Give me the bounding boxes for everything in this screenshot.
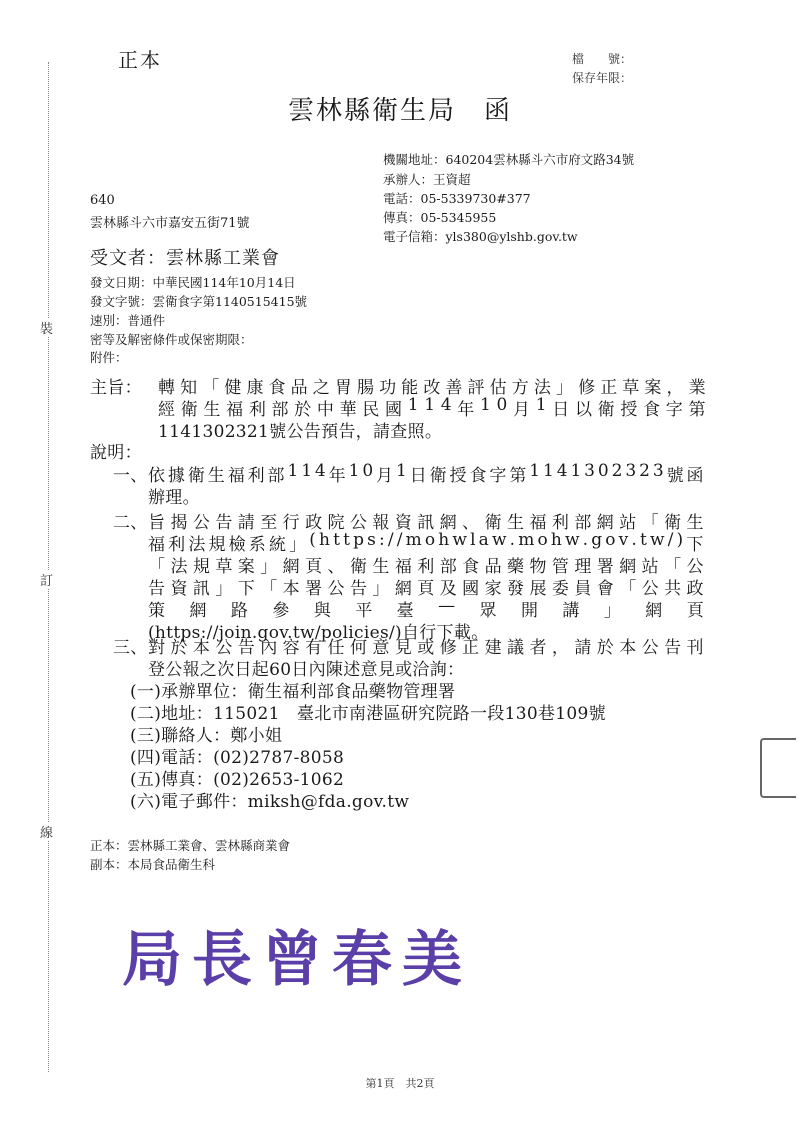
agency-address: 機關地址：640204雲林縣斗六市府文路34號 xyxy=(383,152,635,167)
contact-phone: (四)電話：(02)2787-8058 xyxy=(130,748,345,768)
agency-email: 電子信箱：yls380@ylshb.gov.tw xyxy=(383,229,578,244)
item-line: 登公報之次日起60日內陳述意見或洽詢： xyxy=(148,660,465,680)
contact-unit: (一)承辦單位：衛生福利部食品藥物管理署 xyxy=(130,682,456,702)
issue-date: 發文日期：中華民國114年10月14日 xyxy=(90,275,296,290)
confidentiality: 密等及解密條件或保密期限： xyxy=(90,332,253,347)
item-line: 「 法 規 草 案 」 網 頁 、 衛 生 福 利 部 食 品 藥 物 管 理 署 網 站 「 公 xyxy=(148,557,704,577)
item-line: (https://join.gov.tw/policies/)自行下載。 xyxy=(148,623,489,643)
file-number-label: 檔 號： xyxy=(572,52,633,66)
binding-line xyxy=(48,62,49,1072)
seal-stamp xyxy=(760,738,796,798)
item-line: 辦理。 xyxy=(148,488,200,508)
item-number: 三、 xyxy=(113,638,148,658)
recipient-postcode: 640 xyxy=(90,193,115,208)
page-number: 第1頁 共2頁 xyxy=(365,1077,435,1090)
item-number: 二、 xyxy=(113,513,148,533)
item-line: 依 據 衛 生 福 利 部 1 1 4 年 1 0 月 1 日 衛 授 食 字 第 1 1 4 1 3 0 2 3 2 3 號 函 xyxy=(148,461,704,486)
explanation-item-2 xyxy=(148,508,704,643)
recipient-address: 雲林縣斗六市嘉安五街71號 xyxy=(90,216,250,231)
original-recipients: 正本：雲林縣工業會、雲林縣商業會 xyxy=(90,838,291,853)
copy-mark: 正本 xyxy=(118,48,162,72)
item-line: 策 網 路 參 與 平 臺 — 眾 開 講 」 網 頁 xyxy=(148,596,704,621)
contact-address: (二)地址：115021 臺北市南港區研究院路一段130巷109號 xyxy=(130,704,606,724)
urgency: 速別：普通件 xyxy=(90,313,166,328)
contact-person: (三)聯絡人：鄭小姐 xyxy=(130,726,283,746)
retention-label: 保存年限： xyxy=(572,71,633,85)
contact-fax: (五)傳真：(02)2653-1062 xyxy=(130,770,345,790)
explanation-label: 說明： xyxy=(90,443,142,463)
copy-recipients: 副本：本局食品衛生科 xyxy=(90,857,216,872)
contact-list xyxy=(130,677,606,812)
subject-line: 1141302321號公告預告，請查照。 xyxy=(158,422,443,442)
agency-title: 雲林縣衛生局 函 xyxy=(287,96,512,126)
item-line: 福 利 法 規 檢 系 統 」 ( h t t p s : / / m o h w l a w . m o h w . g o v . t w / ) 下 xyxy=(148,530,704,555)
subject-line: 轉 知 「 健 康 食 品 之 胃 腸 功 能 改 善 評 估 方 法 」 修 正 草 案 ， 業 xyxy=(158,378,706,398)
agency-phone: 電話：05-5339730#377 xyxy=(383,191,531,206)
item-number: 一、 xyxy=(113,466,148,486)
subject-line: 經 衛 生 福 利 部 於 中 華 民 國 1 1 4 年 1 0 月 1 日 以 衛 授 食 字 第 xyxy=(158,395,706,420)
item-line: 對 於 本 公 告 內 容 有 任 何 意 見 或 修 正 建 議 者 ， 請 於 本 公 告 刊 xyxy=(148,638,704,658)
director-signature: 局長曾春美 xyxy=(122,925,472,995)
contact-email: (六)電子郵件：miksh@fda.gov.tw xyxy=(130,792,410,812)
item-line: 旨 揭 公 告 請 至 行 政 院 公 報 資 訊 網 、 衛 生 福 利 部 網 站 「 衛 生 xyxy=(148,513,704,533)
explanation-item-3 xyxy=(148,633,704,680)
binding-mark-xian: 線 xyxy=(40,822,53,841)
attachment: 附件： xyxy=(90,350,128,365)
subject-body xyxy=(158,373,706,442)
subject-label: 主旨： xyxy=(90,378,142,398)
recipient: 受文者：雲林縣工業會 xyxy=(90,248,280,269)
item-line: 告 資 訊 」 下 「 本 署 公 告 」 網 頁 及 國 家 發 展 委 員 會 「 公 共 政 xyxy=(148,579,704,599)
contact-person: 承辦人：王資超 xyxy=(383,172,471,187)
agency-fax: 傳真：05-5345955 xyxy=(383,210,497,225)
document-number: 發文字號：雲衛食字第1140515415號 xyxy=(90,294,308,309)
binding-mark-ding: 訂 xyxy=(40,570,53,589)
explanation-item-1 xyxy=(148,461,704,508)
binding-mark-zhuang: 裝 xyxy=(40,318,53,337)
